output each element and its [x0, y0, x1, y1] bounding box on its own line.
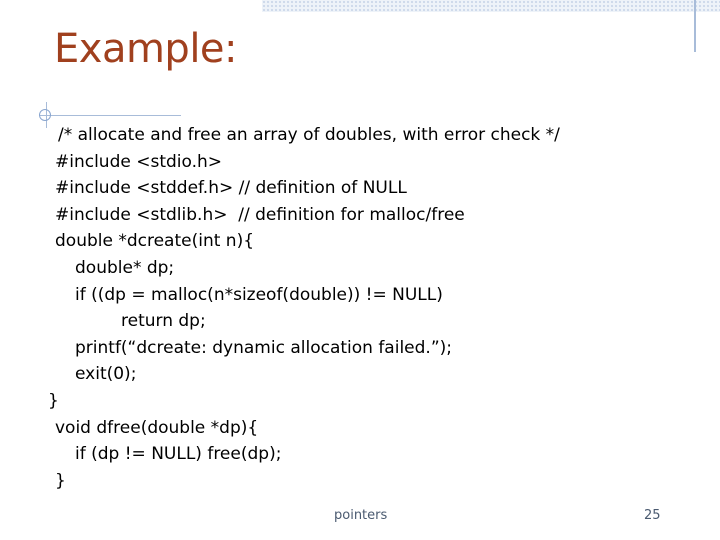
code-line-comment: /* allocate and free an array of doubles, with error check */ — [58, 125, 560, 145]
bullet-circle-icon — [39, 109, 51, 121]
footer-label: pointers — [334, 508, 388, 523]
code-line-dcreate-sig: double *dcreate(int n){ — [55, 231, 255, 252]
decorative-dot-band — [262, 0, 720, 12]
code-line-return-dp: return dp; — [121, 311, 206, 332]
code-line-if-free: if (dp != NULL) free(dp); — [75, 444, 282, 465]
code-line-decl-dp: double* dp; — [75, 258, 175, 278]
code-line-close-brace-2: } — [55, 470, 66, 491]
code-line-if-malloc: if ((dp = malloc(n*sizeof(double)) != NULL) — [75, 284, 443, 305]
code-line-include-stdio: #include <stdio.h> — [55, 151, 223, 172]
slide-title: Example: — [54, 26, 238, 72]
code-line-exit: exit(0); — [75, 364, 137, 385]
code-line-include-stddef: #include <stddef.h> // definition of NULL — [55, 178, 407, 199]
decorative-vertical-line — [694, 0, 696, 52]
page-number: 25 — [644, 508, 661, 523]
code-line-dfree-sig: void dfree(double *dp){ — [55, 417, 259, 438]
decorative-horizontal-line — [39, 115, 181, 116]
code-line-include-stdlib: #include <stdlib.h> // definition for malloc/free — [55, 204, 465, 225]
code-line-printf: printf(“dcreate: dynamic allocation failed.”); — [75, 337, 452, 358]
code-line-close-brace-1: } — [48, 391, 59, 411]
